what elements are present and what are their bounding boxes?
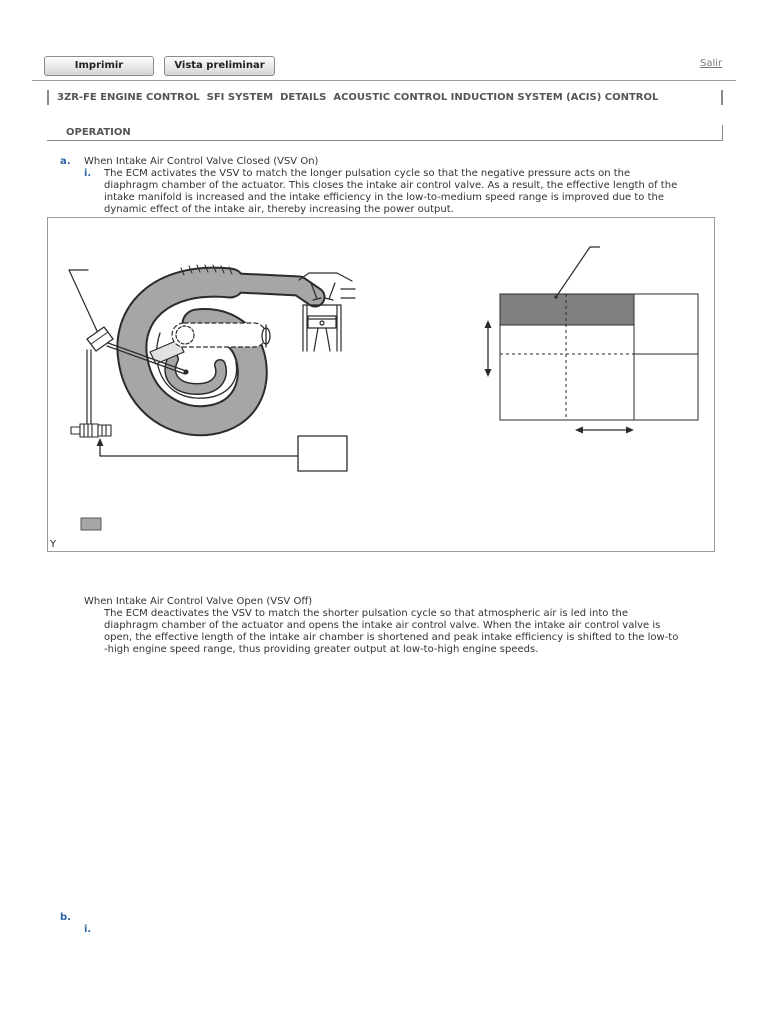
description-line: intake manifold is increased and the intake efficiency in the low-to-medium speed range is improved due to the [104,192,665,203]
signal-wire [100,441,298,456]
breadcrumb [47,90,723,105]
vsv-port [71,427,80,434]
vsv [71,424,111,437]
arrow-head-up [485,320,492,328]
vertical-double-arrow [485,320,492,377]
description-line: open, the effective length of the intake air chamber is shortened and peak intake efficiency is shifted to the low-to [104,632,679,643]
exhaust-valve [325,283,335,300]
step-a-title: When Intake Air Control Valve Closed (VSV On) [84,156,319,167]
description-line: -high engine speed range, thus providing greater output at low-to-high engine speeds. [104,644,539,655]
breadcrumb-item-acis-control: ACOUSTIC CONTROL INDUCTION SYSTEM (ACIS) CONTROL [333,92,659,103]
figure-corner-label: Y [50,539,57,550]
exhaust-port [341,289,355,298]
step-a-description [104,168,677,216]
acis-operation-diagram [47,217,715,552]
description-line: The ECM deactivates the VSV to match the shorter pulsation cycle so that atmospheric air is led into the [104,608,629,619]
step-marker-a: a. [60,156,71,167]
description-line: diaphragm chamber of the actuator. This closes the intake air control valve. As a result, the effective length of the [104,180,678,191]
valve-open-description [104,608,678,656]
leader-dot [554,295,557,298]
signal-arrow [97,438,104,446]
print-preview-button[interactable]: Vista preliminar [164,56,275,76]
description-line: The ECM activates the VSV to match the longer pulsation cycle so that the negative pressure acts on the [104,168,631,179]
rod-joint [184,370,189,375]
wrist-pin [320,321,324,325]
acis-illustration-figure [47,217,715,552]
toolbar-divider [32,80,736,81]
connecting-rod [314,328,330,351]
description-line: dynamic effect of the intake air, thereby increasing the power output. [104,204,454,215]
ecm-box [298,436,347,471]
actuator-leader-line [69,270,97,331]
arrow-head-down [485,369,492,377]
horizontal-double-arrow [575,427,634,434]
intake-efficiency-graph [485,247,699,434]
section-title: OPERATION [66,127,131,138]
substep-marker-b-i: i. [84,924,92,935]
section-heading [47,125,723,141]
step-marker-b: b. [60,912,71,923]
valve-open-title: When Intake Air Control Valve Open (VSV Off) [84,596,313,607]
exit-link[interactable]: Salir [700,58,723,69]
vsv-body [80,424,98,437]
graph-shaded-region [500,294,634,325]
description-line: diaphragm chamber of the actuator and opens the intake air control valve. When the intake air control valve is [104,620,661,631]
vsv-connector [98,425,111,436]
legend-swatch [81,518,101,530]
breadcrumb-item-details: DETAILS [280,92,327,103]
arrow-head-right [626,427,634,434]
breadcrumb-item-engine-control: 3ZR-FE ENGINE CONTROL [57,92,200,103]
inner-passage [170,359,221,389]
arrow-head-left [575,427,583,434]
print-button[interactable]: Imprimir [44,56,154,76]
graph-leader-line [556,247,600,297]
substep-marker-a-i: i. [84,168,92,179]
breadcrumb-item-sfi-system: SFI SYSTEM [206,92,274,103]
intake-system-illustration [69,265,355,530]
actuator [87,327,113,351]
